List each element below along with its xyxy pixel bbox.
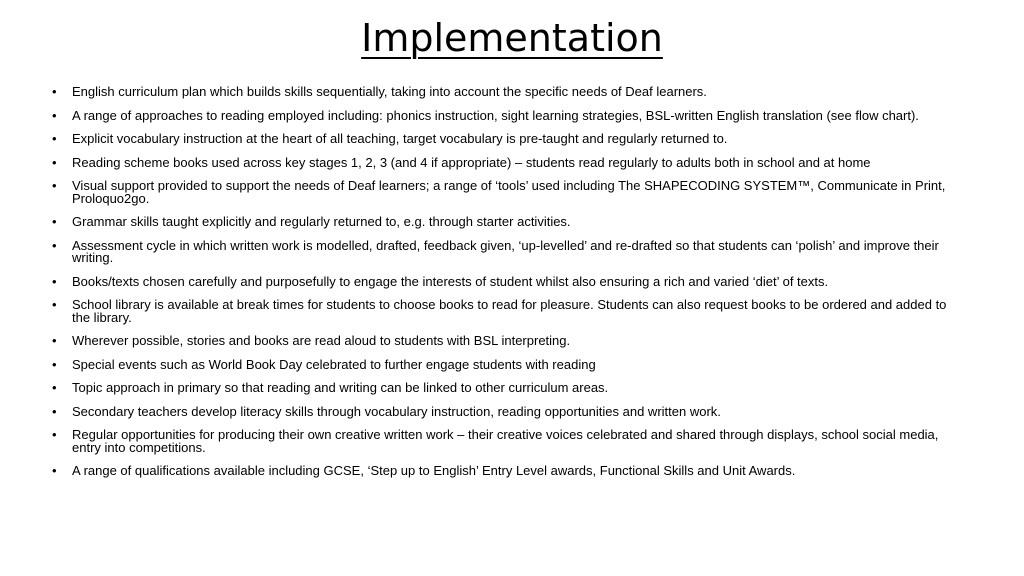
- bullet-item: [52, 216, 962, 229]
- bullet-icon: •: [52, 333, 57, 348]
- bullet-icon: •: [52, 356, 57, 372]
- bullet-item: [52, 180, 962, 205]
- bullet-item: [52, 299, 962, 324]
- bullet-text: Topic approach in primary so that reading and writing can be linked to other curriculum areas.: [72, 380, 609, 395]
- bullet-text: Reading scheme books used across key stages 1, 2, 3 (and 4 if appropriate) – students read regularly to adults both in school and at home: [72, 154, 871, 170]
- bullet-text: Explicit vocabulary instruction at the heart of all teaching, target vocabulary is pre-taught and regularly returned to.: [72, 131, 728, 146]
- bullet-icon: •: [52, 131, 57, 146]
- bullet-icon: •: [52, 107, 57, 123]
- bullet-text: A range of approaches to reading employed including: phonics instruction, sight learning strategies, BSL-written English translation (see flow chart).: [72, 107, 919, 123]
- bullet-text: Wherever possible, stories and books are read aloud to students with BSL interpreting.: [72, 333, 571, 348]
- bullet-item: [52, 465, 962, 478]
- slide-title-text: Implementation: [361, 16, 663, 60]
- bullet-icon: •: [52, 380, 57, 395]
- bullet-item: [52, 273, 962, 289]
- bullet-list: [52, 86, 962, 489]
- bullet-text: School library is available at break times for students to choose books to read for pleasure. Students can also request books to be ordered and added to the library.: [72, 297, 947, 325]
- bullet-item: [52, 86, 962, 99]
- bullet-icon: •: [52, 154, 57, 170]
- bullet-text: Secondary teachers develop literacy skills through vocabulary instruction, reading opportunities and written work.: [72, 403, 721, 419]
- bullet-icon: •: [52, 427, 57, 442]
- bullet-item: [52, 429, 962, 454]
- bullet-item: [52, 237, 962, 265]
- bullet-icon: •: [52, 403, 57, 419]
- bullet-text: Grammar skills taught explicitly and regularly returned to, e.g. through starter activities.: [72, 214, 571, 229]
- bullet-item: [52, 154, 962, 170]
- bullet-icon: •: [52, 237, 57, 253]
- bullet-text: Visual support provided to support the needs of Deaf learners; a range of ‘tools’ used including The SHAPECODING SYSTEM™, Communicate in Print, Proloquo2go.: [72, 178, 946, 206]
- bullet-item: [52, 335, 962, 348]
- bullet-icon: •: [52, 463, 57, 478]
- bullet-item: [52, 133, 962, 146]
- bullet-item: [52, 107, 962, 123]
- bullet-icon: •: [52, 178, 57, 193]
- bullet-text: Regular opportunities for producing their own creative written work – their creative voices celebrated and shared through displays, school social media, entry into competitions.: [72, 427, 939, 455]
- bullet-item: [52, 403, 962, 419]
- bullet-text: A range of qualifications available including GCSE, ‘Step up to English’ Entry Level awards, Functional Skills and Unit Awards.: [72, 463, 796, 478]
- bullet-item: [52, 356, 962, 372]
- bullet-icon: •: [52, 297, 57, 312]
- bullet-icon: •: [52, 84, 57, 99]
- bullet-text: English curriculum plan which builds skills sequentially, taking into account the specific needs of Deaf learners.: [72, 84, 707, 99]
- bullet-text: Assessment cycle in which written work is modelled, drafted, feedback given, ‘up-levelled’ and re-drafted so that students can ‘polish’ and improve their writing.: [72, 237, 939, 265]
- bullet-item: [52, 382, 962, 395]
- bullet-text: Books/texts chosen carefully and purposefully to engage the interests of student whilst also ensuring a rich and varied ‘diet’ of texts.: [72, 273, 829, 289]
- bullet-icon: •: [52, 214, 57, 229]
- bullet-icon: •: [52, 273, 57, 289]
- slide-title: [0, 14, 1024, 62]
- bullet-text: Special events such as World Book Day celebrated to further engage students with reading: [72, 356, 596, 372]
